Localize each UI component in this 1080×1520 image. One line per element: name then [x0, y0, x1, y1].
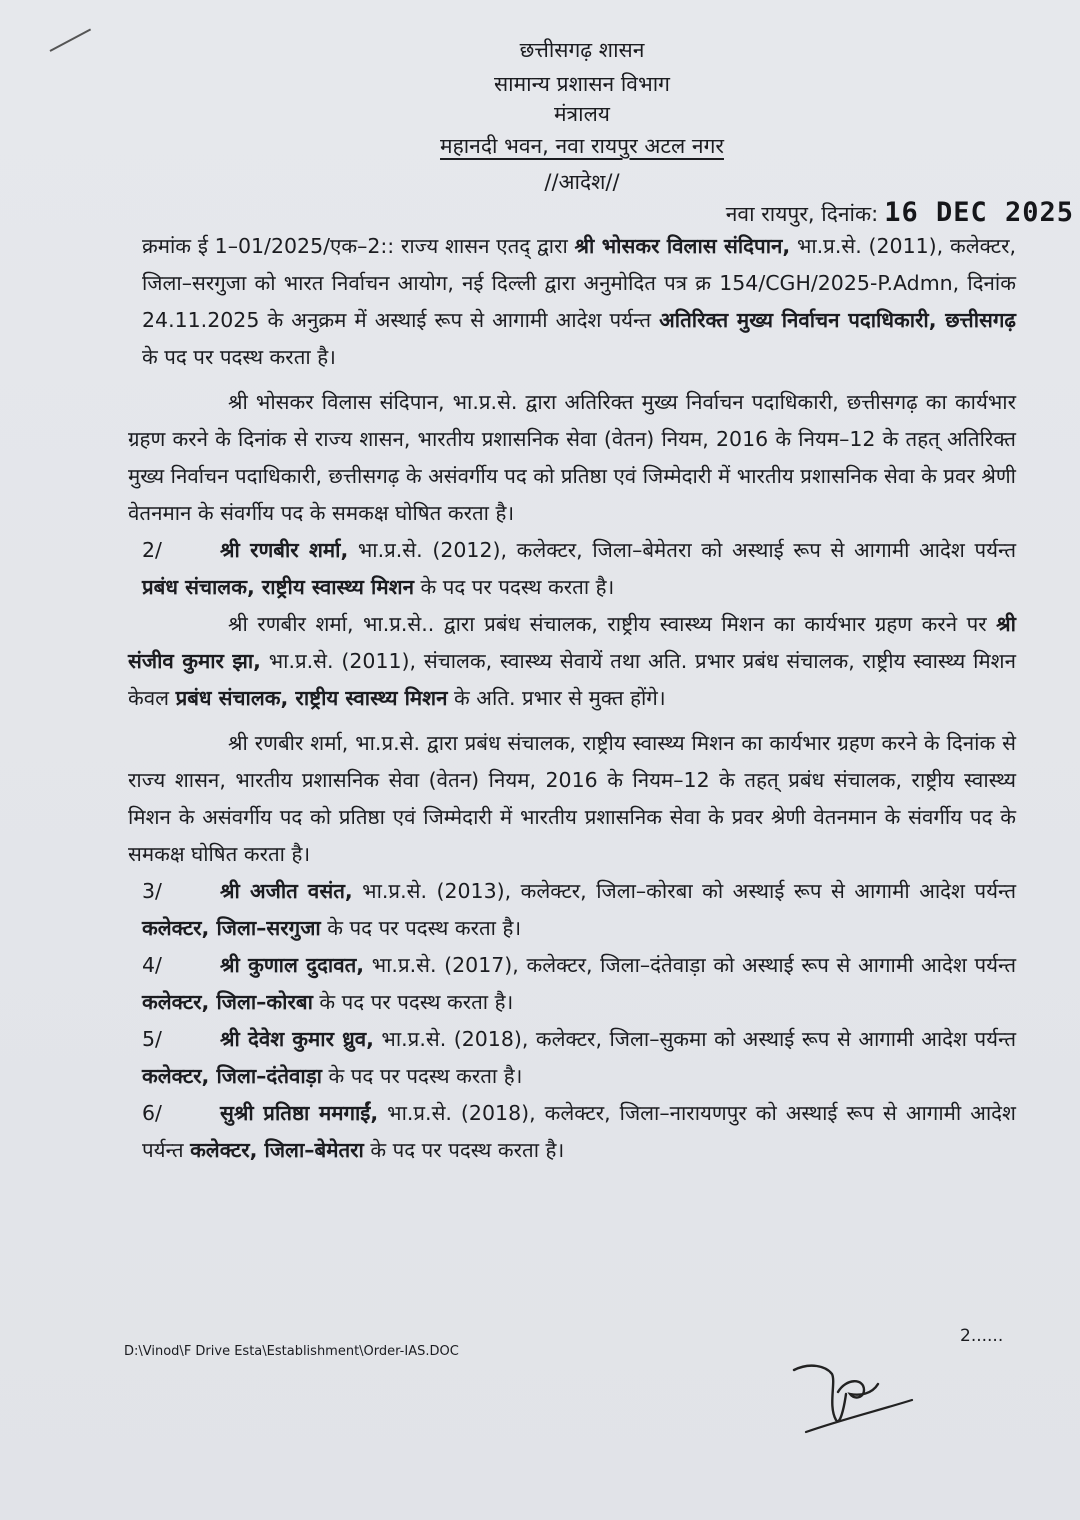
- paragraph-1: [142, 228, 1016, 376]
- department-name: सामान्य प्रशासन विभाग: [493, 72, 671, 96]
- officer-name-6: श्री देवेश कुमार ध्रुव,: [220, 1027, 374, 1051]
- next-page-indicator: 2......: [960, 1326, 1004, 1346]
- date-stamp: 16 DEC 2025: [884, 197, 1074, 228]
- p3-text-d: के पद पर पदस्थ करता है।: [413, 575, 615, 599]
- p4-text-e: के अति. प्रभार से मुक्त होंगे।: [447, 686, 666, 710]
- paragraph-4: [128, 606, 1016, 717]
- post-name-4: कलेक्टर, जिला–सरगुजा: [142, 916, 321, 940]
- p7-text-d: के पद पर पदस्थ करता है।: [312, 990, 514, 1014]
- item-number-3: 3/: [142, 879, 162, 903]
- file-path: D:\Vinod\F Drive Esta\Establishment\Order-IAS.DOC: [124, 1344, 459, 1359]
- date-label: नवा रायपुर, दिनांक:: [725, 202, 879, 226]
- dateline: [726, 196, 1074, 231]
- p6-text-b: भा.प्र.से. (2013), कलेक्टर, जिला–कोरबा को अस्थाई रूप से आगामी आदेश पर्यन्त: [352, 879, 1016, 903]
- p1-text-a: क्रमांक ई 1–01/2025/एक–2:: राज्य शासन एतद् द्वारा: [142, 234, 575, 258]
- p8-text-b: भा.प्र.से. (2018), कलेक्टर, जिला–सुकमा को अस्थाई रूप से आगामी आदेश पर्यन्त: [373, 1027, 1017, 1051]
- p4-text-c: भा.प्र.से. (2011), संचालक, स्वास्थ्य सेवायें तथा अति. प्रभार प्रबंध संचालक, राष्ट्रीय स्वास्थ्य मिशन केवल: [128, 649, 1016, 710]
- p3-text-b: भा.प्र.से. (2012), कलेक्टर, जिला–बेमेतरा को अस्थाई रूप से आगामी आदेश पर्यन्त: [348, 538, 1017, 562]
- officer-name-7: सुश्री प्रतिष्ठा ममगाईं,: [220, 1101, 379, 1125]
- government-name: छत्तीसगढ़ शासन: [519, 38, 645, 62]
- ministry-name: मंत्रालय: [553, 102, 610, 126]
- item-number-2: 2/: [142, 538, 162, 562]
- officer-name-2: श्री रणबीर शर्मा,: [220, 538, 349, 562]
- post-name-2: प्रबंध संचालक, राष्ट्रीय स्वास्थ्य मिशन: [142, 575, 414, 599]
- paragraph-2: श्री भोसकर विलास संदिपान, भा.प्र.से. द्वारा अतिरिक्त मुख्य निर्वाचन पदाधिकारी, छत्तीसगढ़ का कार्यभार ग्रहण करने के दिनांक से राज्य शासन, भारतीय प्रशासनिक सेवा (वेतन) नियम, 2016 के नियम–12 के तहत् अतिरिक्त मुख्य निर्वाचन पदाधिकारी, छत्तीसगढ़ के असंवर्गीय पद को प्रतिष्ठा एवं जिम्मेदारी में भारतीय प्रशासनिक सेवा के प्रवर श्रेणी वेतनमान के संवर्गीय पद के समकक्ष घोषित करता है।: [128, 390, 1016, 525]
- item-number-6: 6/: [142, 1101, 162, 1125]
- p6-text-d: के पद पर पदस्थ करता है।: [320, 916, 522, 940]
- officer-name-1: श्री भोसकर विलास संदिपान,: [574, 234, 791, 258]
- paragraph-6: [142, 873, 1016, 947]
- item-number-4: 4/: [142, 953, 162, 977]
- paragraph-7: [142, 947, 1016, 1021]
- p9-text-b: भा.प्र.से. (2018), कलेक्टर, जिला–नारायणपुर को अस्थाई रूप से आगामी आदेश पर्यन्त: [142, 1101, 1016, 1162]
- officer-name-5: श्री कुणाल दुदावत,: [220, 953, 365, 977]
- post-name-7: कलेक्टर, जिला–बेमेतरा: [190, 1138, 364, 1162]
- p1-text-c: भा.प्र.से. (2011), कलेक्टर, जिला–सरगुजा को भारत निर्वाचन आयोग, नई दिल्ली द्वारा अनुमोदित पत्र क्र 154/CGH/2025-P.Admn, दिनांक 24.11.2025 के अनुक्रम में अस्थाई रूप से आगामी आदेश पर्यन्त: [142, 234, 1016, 332]
- p9-text-d: के पद पर पदस्थ करता है।: [363, 1138, 565, 1162]
- p7-text-b: भा.प्र.से. (2017), कलेक्टर, जिला–दंतेवाड़ा को अस्थाई रूप से आगामी आदेश पर्यन्त: [364, 953, 1017, 977]
- order-body: [128, 228, 1016, 1169]
- post-name-1: अतिरिक्त मुख्य निर्वाचन पदाधिकारी, छत्तीसगढ़: [659, 308, 1016, 332]
- officer-name-4: श्री अजीत वसंत,: [220, 879, 353, 903]
- post-name-5: कलेक्टर, जिला–कोरबा: [142, 990, 313, 1014]
- office-address: महानदी भवन, नवा रायपुर अटल नगर: [440, 134, 724, 158]
- p4-text-a: श्री रणबीर शर्मा, भा.प्र.से.. द्वारा प्रबंध संचालक, राष्ट्रीय स्वास्थ्य मिशन का कार्यभार ग्रहण करने पर: [228, 612, 997, 636]
- officer-name-3: श्री संजीव कुमार झा,: [128, 612, 1016, 673]
- order-heading: //आदेश//: [544, 170, 620, 194]
- paragraph-8: [142, 1021, 1016, 1095]
- item-number-5: 5/: [142, 1027, 162, 1051]
- post-name-3: प्रबंध संचालक, राष्ट्रीय स्वास्थ्य मिशन: [175, 686, 448, 710]
- paragraph-5: श्री रणबीर शर्मा, भा.प्र.से. द्वारा प्रबंध संचालक, राष्ट्रीय स्वास्थ्य मिशन का कार्यभार ग्रहण करने के दिनांक से राज्य शासन, भारतीय प्रशासनिक सेवा (वेतन) नियम, 2016 के नियम–12 के तहत् प्रबंध संचालक, राष्ट्रीय स्वास्थ्य मिशन के असंवर्गीय पद को प्रतिष्ठा एवं जिम्मेदारी में भारतीय प्रशासनिक सेवा के प्रवर श्रेणी वेतनमान के संवर्गीय पद के समकक्ष घोषित करता है।: [128, 731, 1016, 866]
- paragraph-3: [142, 532, 1016, 606]
- p8-text-d: के पद पर पदस्थ करता है।: [322, 1064, 523, 1088]
- signature: [780, 1348, 930, 1448]
- post-name-6: कलेक्टर, जिला–दंतेवाड़ा: [142, 1064, 322, 1088]
- paragraph-9: [142, 1095, 1016, 1169]
- p1-text-e: के पद पर पदस्थ करता है।: [142, 345, 336, 369]
